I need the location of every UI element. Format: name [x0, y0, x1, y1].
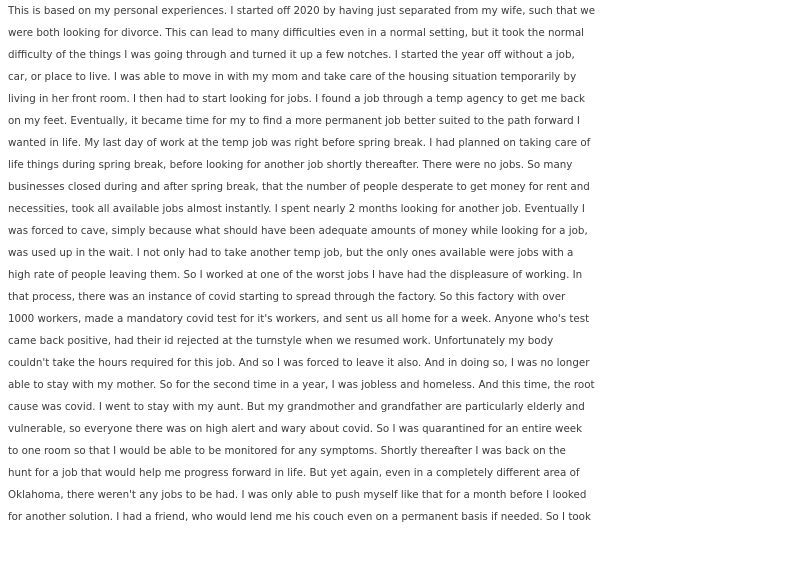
text-line-8: life things during spring break, before looking for another job shortly thereafter. There were no jobs. So many	[8, 159, 573, 171]
text-line-12: was used up in the wait. I not only had to take another temp job, but the only ones available were jobs with a	[8, 247, 574, 259]
text-line-6: on my feet. Eventually, it became time for my to find a more permanent job better suited to the path forward I	[8, 115, 580, 127]
text-line-15: 1000 workers, made a mandatory covid test for it's workers, and sent us all home for a week. Anyone who's test	[8, 313, 590, 325]
text-line-16: came back positive, had their id rejected at the turnstyle when we resumed work. Unfortunately my body	[8, 335, 554, 347]
text-line-3: difficulty of the things I was going through and turned it up a few notches. I started the year off without a job,	[8, 49, 575, 61]
text-line-21: to one room so that I would be able to be monitored for any symptoms. Shortly thereafter I was back on the	[8, 445, 566, 457]
text-line-22: hunt for a job that would help me progress forward in life. But yet again, even in a completely different area of	[8, 467, 580, 479]
text-line-20: vulnerable, so everyone there was on high alert and wary about covid. So I was quarantined for an entire week	[8, 423, 583, 435]
text-line-19: cause was covid. I went to stay with my aunt. But my grandmother and grandfather are particularly elderly and	[8, 401, 585, 413]
text-line-7: wanted in life. My last day of work at the temp job was right before spring break. I had planned on taking care of	[8, 137, 591, 149]
text-line-5: living in her front room. I then had to start looking for jobs. I found a job through a temp agency to get me back	[8, 93, 585, 105]
text-line-11: was forced to cave, simply because what should have been adequate amounts of money while looking for a job,	[8, 225, 588, 237]
text-line-10: necessities, took all available jobs almost instantly. I spent nearly 2 months looking for another job. Eventually I	[8, 203, 585, 215]
text-line-9: businesses closed during and after spring break, that the number of people desperate to get money for rent and	[8, 181, 590, 193]
text-line-13: high rate of people leaving them. So I worked at one of the worst jobs I have had the displeasure of working. In	[8, 269, 583, 281]
text-line-14: that process, there was an instance of covid starting to spread through the factory. So this factory with over	[8, 291, 566, 303]
text-line-4: car, or place to live. I was able to move in with my mom and take care of the housing situation temporarily by	[8, 71, 577, 83]
text-line-18: able to stay with my mother. So for the second time in a year, I was jobless and homeless. And this time, the root	[8, 379, 595, 391]
text-line-1: This is based on my personal experiences. I started off 2020 by having just separated from my wife, such that we	[8, 5, 596, 17]
text-line-24: for another solution. I had a friend, who would lend me his couch even on a permanent basis if needed. So I took	[8, 511, 591, 523]
text-line-23: Oklahoma, there weren't any jobs to be had. I was only able to push myself like that for a month before I looked	[8, 489, 587, 501]
text-line-17: couldn't take the hours required for this job. And so I was forced to leave it also. And in doing so, I was no longer	[8, 357, 590, 369]
text-line-2: were both looking for divorce. This can lead to many difficulties even in a normal setting, but it took the normal	[8, 27, 585, 39]
